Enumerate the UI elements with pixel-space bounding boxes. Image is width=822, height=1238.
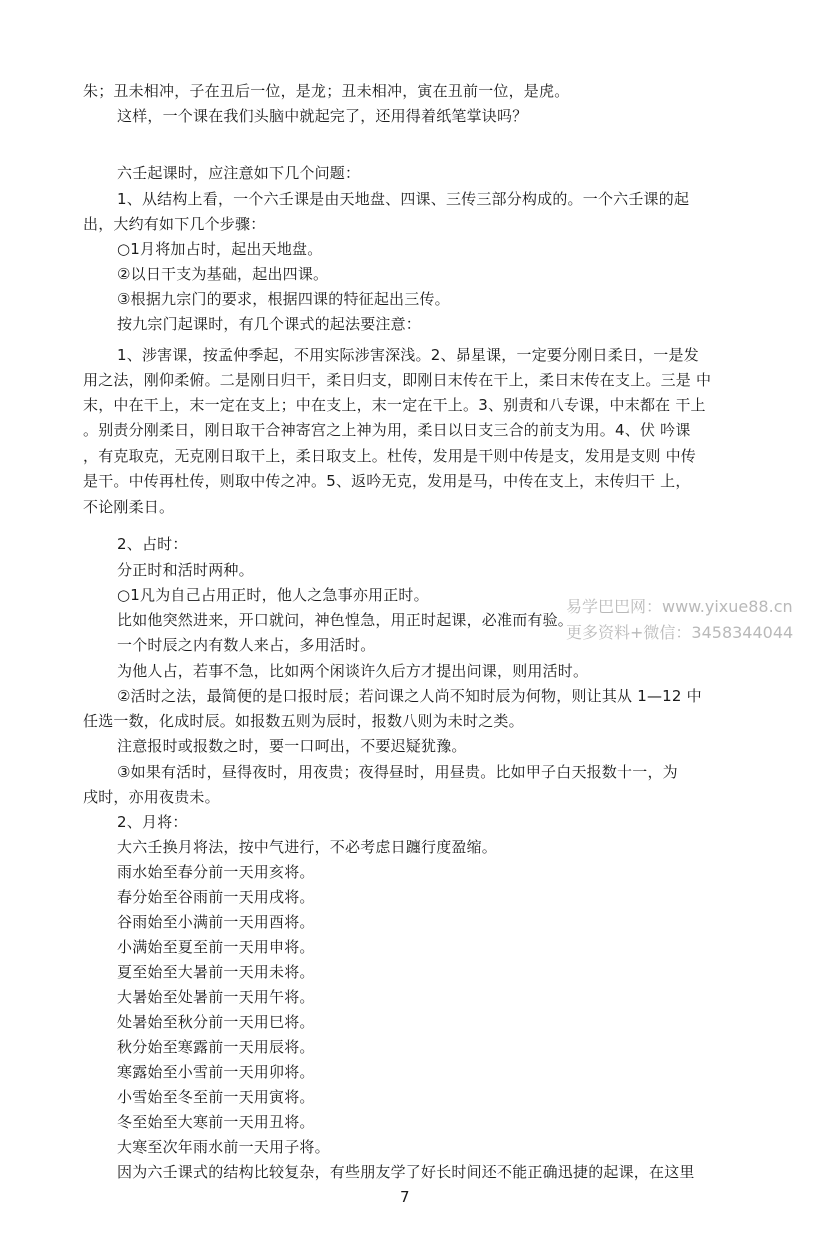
text-line: ○1凡为自己占用正时，他人之急事亦用正时。 xyxy=(117,586,429,604)
text-line: 小雪始至冬至前一天用寅将。 xyxy=(117,1088,315,1106)
text-line: 2、占时： xyxy=(117,535,188,553)
text-line: 用之法，刚仰柔俯。二是刚日归干，柔日归支，即刚日末传在干上，柔日末传在支上。三是 中 xyxy=(83,371,712,389)
text-line: ，有克取克，无克刚日取干上，柔日取支上。杜传，发用是干则中传是支，发用是支则 中传 xyxy=(83,447,696,465)
text-line: 大六壬换月将法，按中气进行，不必考虑日躔行度盈缩。 xyxy=(117,838,498,856)
text-line: 春分始至谷雨前一天用戌将。 xyxy=(117,888,315,906)
watermark-contact: 更多资料+微信：3458344044 xyxy=(566,623,794,642)
text-line: 大寒至次年雨水前一天用子将。 xyxy=(117,1138,330,1156)
text-line: 比如他突然进来，开口就问，神色惶急，用正时起课，必准而有验。 xyxy=(117,611,574,629)
text-line: 戌时，亦用夜贵未。 xyxy=(83,788,220,806)
text-line: 按九宗门起课时，有几个课式的起法要注意： xyxy=(117,315,422,333)
text-line: 夏至始至大暑前一天用未将。 xyxy=(117,963,315,981)
text-line: 注意报时或报数之时，要一口呵出，不要迟疑犹豫。 xyxy=(117,737,467,755)
text-line: ②以日干支为基础，起出四课。 xyxy=(117,265,329,283)
text-line: 1、从结构上看，一个六壬课是由天地盘、四课、三传三部分构成的。一个六壬课的起 xyxy=(117,190,690,208)
text-line: ③如果有活时，昼得夜时，用夜贵；夜得昼时，用昼贵。比如甲子白天报数十一，为 xyxy=(117,763,678,781)
text-line: 雨水始至春分前一天用亥将。 xyxy=(117,863,315,881)
text-line: 寒露始至小雪前一天用卯将。 xyxy=(117,1063,315,1081)
text-line: 1、涉害课，按孟仲季起，不用实际涉害深浅。2、昴星课，一定要分刚日柔日，一是发 xyxy=(117,346,699,364)
page-number: 7 xyxy=(400,1188,410,1206)
text-line: 出，大约有如下几个步骤： xyxy=(83,215,266,233)
text-line: 因为六壬课式的结构比较复杂，有些朋友学了好长时间还不能正确迅捷的起课，在这里 xyxy=(117,1163,695,1181)
text-line: 。别责分刚柔日，刚日取干合神寄宫之上神为用，柔日以日支三合的前支为用。4、伏 吟课 xyxy=(83,421,691,439)
text-line: 是干。中传再杜传，则取中传之冲。5、返吟无克，发用是马，中传在支上，末传归干 上， xyxy=(83,472,691,490)
text-line: 谷雨始至小满前一天用酉将。 xyxy=(117,913,315,931)
text-line: 分正时和活时两种。 xyxy=(117,561,254,579)
text-line: 秋分始至寒露前一天用辰将。 xyxy=(117,1038,315,1056)
text-line: 大暑始至处暑前一天用午将。 xyxy=(117,988,315,1006)
watermark-site: 易学巴巴网：www.yixue88.cn xyxy=(566,597,793,616)
text-line: 任选一数，化成时辰。如报数五则为辰时，报数八则为未时之类。 xyxy=(83,712,524,730)
text-line: 朱；丑未相冲，子在丑后一位，是龙；丑未相冲，寅在丑前一位，是虎。 xyxy=(83,82,570,100)
text-line: 六壬起课时，应注意如下几个问题： xyxy=(117,164,361,182)
text-line: 不论刚柔日。 xyxy=(83,498,175,516)
text-line: ②活时之法，最简便的是口报时辰；若问课之人尚不知时辰为何物，则让其从 1—12 中 xyxy=(117,687,702,705)
text-line: ○1月将加占时，起出天地盘。 xyxy=(117,240,323,258)
text-line: 一个时辰之内有数人来占，多用活时。 xyxy=(117,636,376,654)
text-line: 冬至始至大寒前一天用丑将。 xyxy=(117,1113,315,1131)
text-line: ③根据九宗门的要求，根据四课的特征起出三传。 xyxy=(117,290,450,308)
text-line: 这样，一个课在我们头脑中就起完了，还用得着纸笔掌诀吗？ xyxy=(117,107,528,125)
text-line: 为他人占，若事不急，比如两个闲谈许久后方才提出问课，则用活时。 xyxy=(117,662,589,680)
text-line: 小满始至夏至前一天用申将。 xyxy=(117,938,315,956)
text-line: 末，中在干上，末一定在支上；中在支上，末一定在干上。3、别责和八专课，中末都在 干上 xyxy=(83,396,706,414)
text-line: 2、月将： xyxy=(117,813,188,831)
text-line: 处暑始至秋分前一天用巳将。 xyxy=(117,1013,315,1031)
